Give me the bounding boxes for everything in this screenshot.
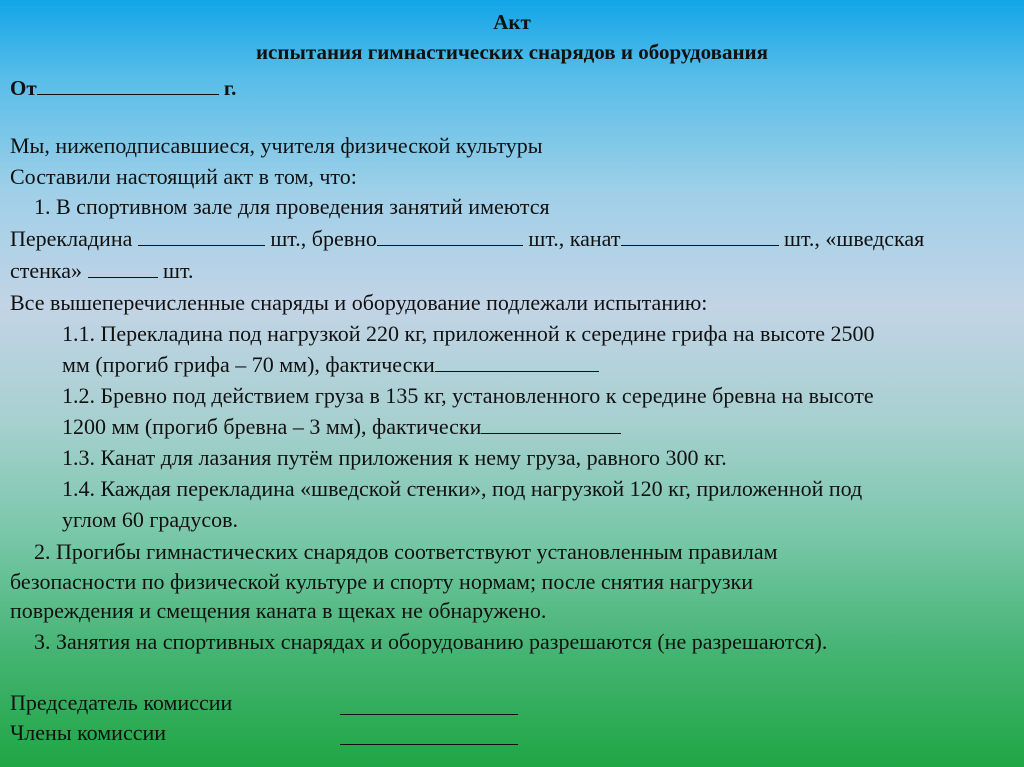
item-1-4-line-2: углом 60 градусов. — [62, 507, 239, 532]
beam-actual-blank — [481, 413, 621, 434]
equipment-line: Перекладина шт., бревно шт., канат шт., «шведская — [10, 226, 925, 251]
date-suffix: г. — [218, 76, 237, 100]
date-blank — [37, 74, 219, 95]
item-1-1-line-1: 1.1. Перекладина под нагрузкой 220 кг, приложенной к середине грифа на высоте 2500 — [62, 321, 875, 346]
paragraph-intro: Мы, нижеподписавшиеся, учителя физической культуры — [10, 133, 543, 158]
chair-signature-blank — [340, 694, 518, 715]
date-line — [10, 74, 236, 102]
item-1-2-line-2: 1200 мм (прогиб бревна – 3 мм), фактически — [62, 413, 621, 441]
item-3: 3. Занятия на спортивных снарядах и оборудованию разрешаются (не разрешаются). — [34, 629, 828, 654]
rope-count-blank — [621, 225, 779, 246]
paragraph-compiled: Составили настоящий акт в том, что: — [10, 164, 357, 189]
item-1-2-line-1: 1.2. Бревно под действием груза в 135 кг, установленного к середине бревна на высоте — [62, 383, 874, 408]
item-2-line-2: безопасности по физической культуре и спорту нормам; после снятия нагрузки — [10, 569, 753, 594]
item-1-1-line-2: мм (прогиб грифа – 70 мм), фактически — [62, 351, 599, 379]
item-1: 1. В спортивном зале для проведения занятий имеются — [34, 194, 550, 219]
item-2-line-1: 2. Прогибы гимнастических снарядов соответствуют установленным правилам — [34, 539, 778, 564]
bar-count-blank — [138, 225, 265, 246]
item-1-3: 1.3. Канат для лазания путём приложения к нему груза, равного 300 кг. — [62, 445, 727, 470]
wall-bars-count-blank — [88, 257, 158, 278]
members-signature-blank — [340, 724, 518, 745]
date-prefix: От — [10, 76, 37, 100]
item-2-line-3: повреждения и смещения каната в щеках не обнаружено. — [10, 598, 547, 623]
wall-bars-line: стенка» шт. — [10, 258, 194, 283]
beam-count-blank — [377, 225, 523, 246]
item-1-4-line-1: 1.4. Каждая перекладина «шведской стенки», под нагрузкой 120 кг, приложенной под — [62, 476, 863, 501]
document-subtitle: испытания гимнастических снарядов и оборудования — [255, 40, 769, 64]
bar-actual-blank — [435, 351, 599, 372]
tested-statement: Все вышеперечисленные снаряды и оборудование подлежали испытанию: — [10, 290, 708, 315]
document-title: Акт — [493, 10, 531, 34]
chair-label: Председатель комиссии — [10, 690, 233, 715]
members-label: Члены комиссии — [10, 720, 167, 745]
